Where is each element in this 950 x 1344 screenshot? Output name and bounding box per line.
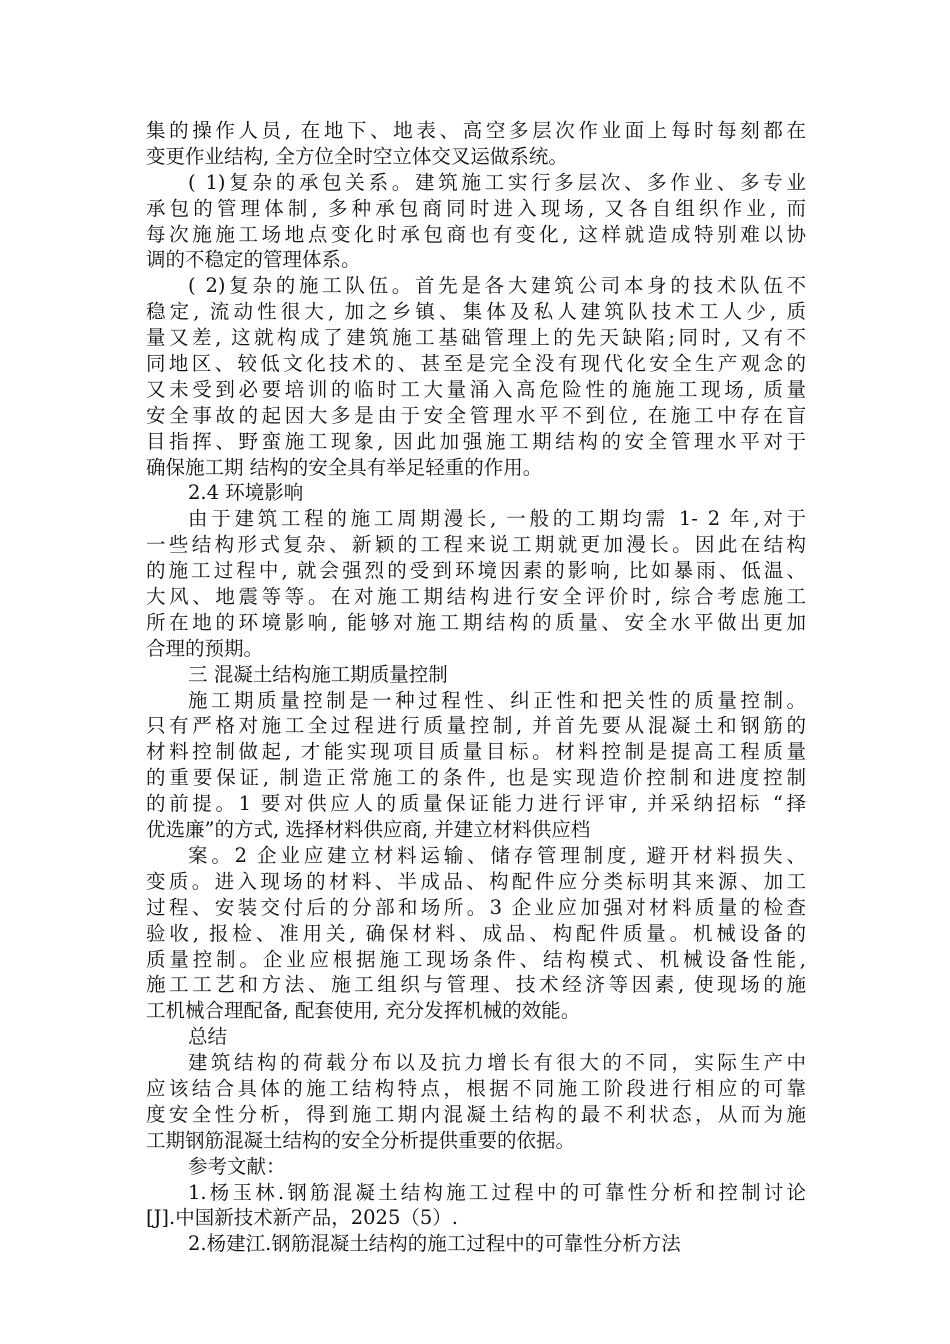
text-line: 材料控制做起, 才能实现项目质量目标。材料控制是提高工程质量 [146,740,806,764]
text-line: 2.杨建江.钢筋混凝土结构的施工过程中的可靠性分析方法 [188,1232,681,1256]
text-line: 2.4 环境影响 [188,481,304,505]
text-line: 一些结构形式复杂、新颖的工程来说工期就更加漫长。因此在结构 [146,533,806,557]
text-line: 由于建筑工程的施工周期漫长, 一般的工期均需 1- 2 年,对于 [188,507,806,531]
text-line: ( 1)复杂的承包关系。建筑施工实行多层次、多作业、多专业 [188,170,806,194]
text-line: 施工期质量控制是一种过程性、纠正性和把关性的质量控制。 [188,688,806,712]
text-line: 的重要保证, 制造正常施工的条件, 也是实现造价控制和进度控制 [146,766,806,790]
text-line: 集的操作人员, 在地下、地表、高空多层次作业面上每时每刻都在 [146,119,806,142]
text-line: ( 2)复杂的施工队伍。首先是各大建筑公司本身的技术队伍不 [188,274,806,298]
text-line: 总结 [188,1025,228,1049]
text-line: 又未受到必要培训的临时工大量涌入高危险性的施施工现场, 质量 [146,377,806,401]
text-line: 工期钢筋混凝土结构的安全分析提供重要的依据。 [146,1128,576,1152]
text-line: 优选廉”的方式, 选择材料供应商, 并建立材料供应档 [146,818,591,842]
text-line: 过程、安装交付后的分部和场所。3 企业应加强对材料质量的检查 [146,895,806,919]
text-line: 承包的管理体制, 多种承包商同时进入现场, 又各自组织作业, 而 [146,196,806,220]
text-line: 变质。进入现场的材料、半成品、构配件应分类标明其来源、加工 [146,869,806,893]
text-line: 目指挥、野蛮施工现象, 因此加强施工期结构的安全管理水平对于 [146,429,806,453]
text-line: 安全事故的起因大多是由于安全管理水平不到位, 在施工中存在盲 [146,403,806,427]
text-line: 变更作业结构, 全方位全时空立体交叉运做系统。 [146,144,568,168]
text-line: 施工工艺和方法、施工组织与管理、技术经济等因素, 使现场的施 [146,973,806,997]
text-line: 量又差, 这就构成了建筑施工基础管理上的先天缺陷;同时, 又有不 [146,326,806,350]
text-line: 每次施施工场地点变化时承包商也有变化, 这样就造成特别难以协 [146,222,806,246]
text-line: 验收, 报检、准用关, 确保材料、成品、构配件质量。机械设备的 [146,921,806,945]
text-line: 所在地的环境影响, 能够对施工期结构的质量、安全水平做出更加 [146,610,806,634]
text-line: 确保施工期 结构的安全具有举足轻重的作用。 [146,455,543,479]
text-line: 稳定, 流动性很大, 加之乡镇、集体及私人建筑队技术工人少, 质 [146,300,806,324]
text-line: 工机械合理配备, 配套使用, 充分发挥机械的效能。 [146,999,581,1023]
text-line: 大风、地震等等。在对施工期结构进行安全评价时, 综合考虑施工 [146,585,806,609]
text-line: 只有严格对施工全过程进行质量控制, 并首先要从混凝土和钢筋的 [146,714,806,738]
text-line: 案。2 企业应建立材料运输、储存管理制度, 避开材料损失、 [188,843,806,867]
text-line: 质量控制。企业应根据施工现场条件、结构模式、机械设备性能, [146,947,806,971]
text-line: 1.杨玉林.钢筋混凝土结构施工过程中的可靠性分析和控制讨论 [188,1180,806,1204]
text-line: 参考文献： [188,1154,286,1178]
text-line: 合理的预期。 [146,636,264,660]
text-line: 调的不稳定的管理体系。 [146,248,361,272]
text-line: 的前提。1 要对供应人的质量保证能力进行评审, 并采纳招标 “择 [146,792,806,816]
text-line: 三 混凝土结构施工期质量控制 [188,662,448,686]
text-line: 度安全性分析，得到施工期内混凝土结构的最不利状态，从而为施 [146,1102,806,1126]
text-line: 的施工过程中, 就会强烈的受到环境因素的影响, 比如暴雨、低温、 [146,559,806,583]
text-line: 应该结合具体的施工结构特点，根据不同施工阶段进行相应的可靠 [146,1076,806,1100]
text-line: 同地区、较低文化技术的、甚至是完全没有现代化安全生产观念的 [146,352,806,376]
document-body [146,118,806,1257]
text-line: 建筑结构的荷载分布以及抗力增长有很大的不同，实际生产中 [188,1051,806,1075]
text-line: [J].中国新技术新产品，2025（5）. [146,1206,458,1230]
